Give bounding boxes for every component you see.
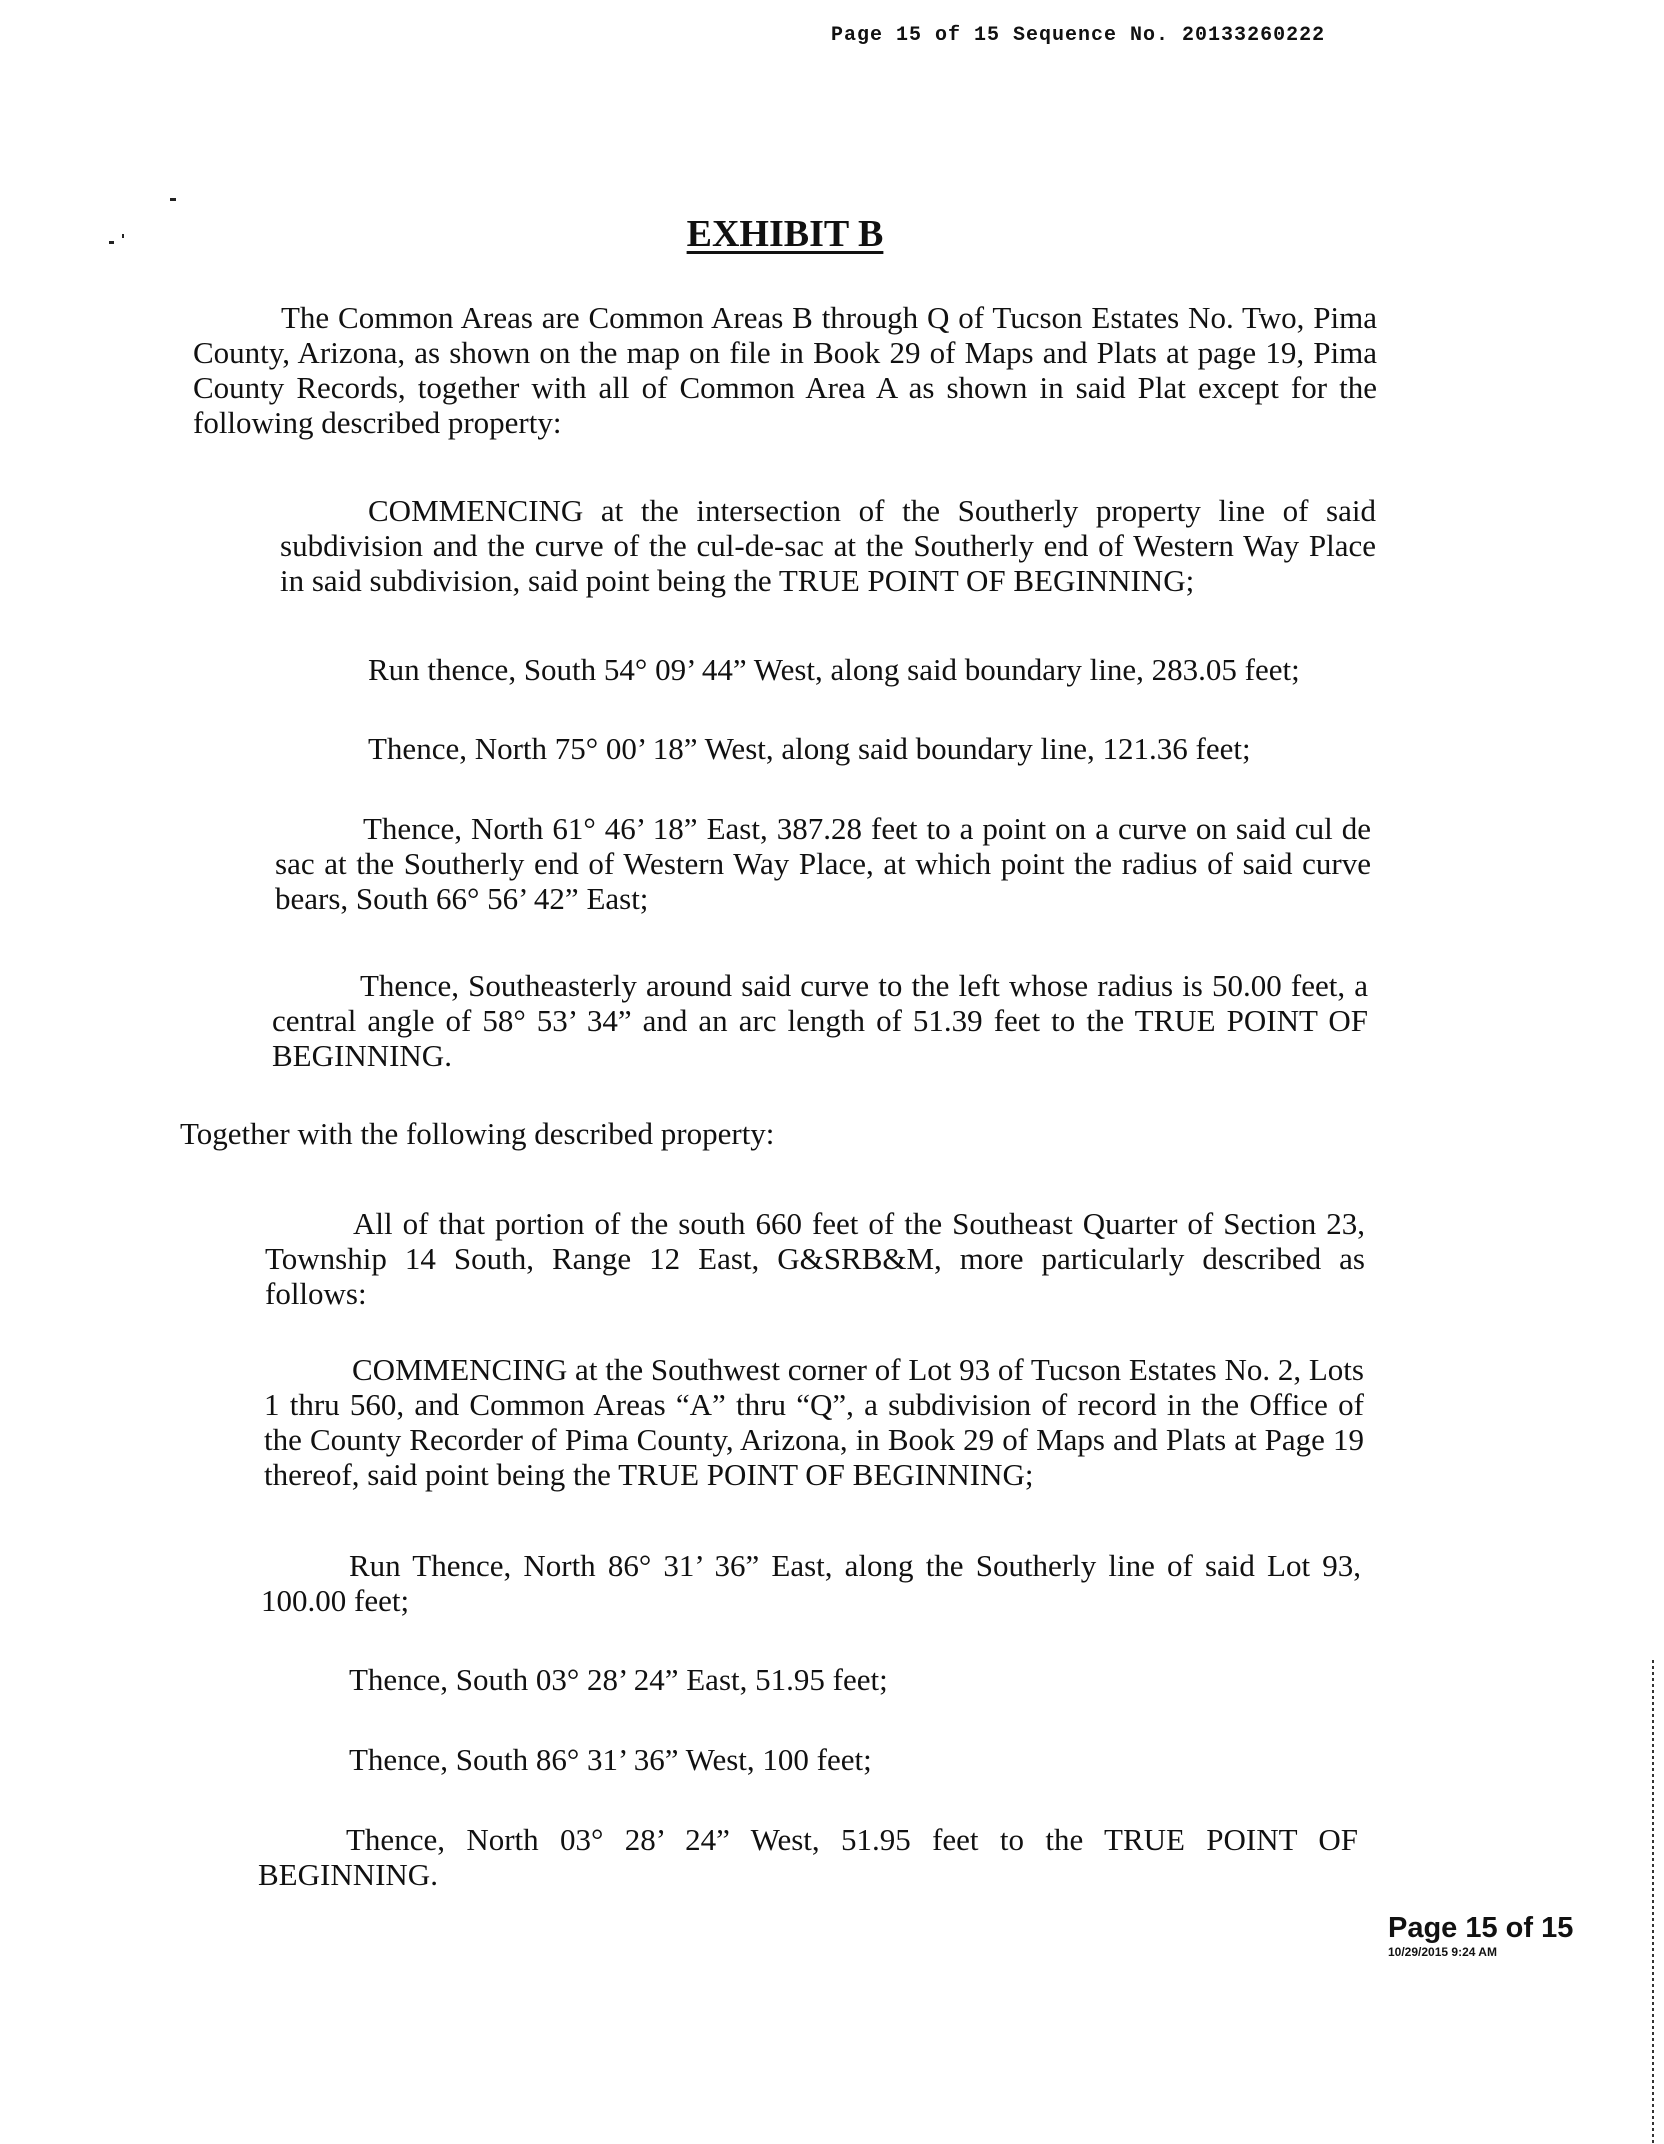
page-number-label: Page 15 of 15 <box>1388 1912 1574 1944</box>
commencing-paragraph <box>280 493 1376 598</box>
portion-paragraph <box>265 1206 1365 1311</box>
course-3-paragraph <box>275 811 1371 916</box>
together-paragraph <box>180 1116 1376 1151</box>
course-6-paragraph <box>261 1742 1361 1777</box>
print-timestamp: 10/29/2015 9:24 AM <box>1388 1945 1497 1959</box>
scan-edge-line <box>1652 1660 1654 2144</box>
paragraph-text: COMMENCING at the intersection of the Southerly property line of said subdivision and the curve of the cul-de-sac at the Southerly end of Western Way Place in said subdivision, said point being the TRUE POINT OF BEGINNING; <box>280 493 1376 598</box>
paragraph-text: Thence, North 03° 28’ 24” West, 51.95 feet to the TRUE POINT OF BEGINNING. <box>258 1822 1358 1892</box>
paragraph-text: Together with the following described property: <box>180 1116 775 1151</box>
document-title: EXHIBIT B <box>686 213 884 255</box>
paragraph-text: Run Thence, North 86° 31’ 36” East, along the Southerly line of said Lot 93, 100.00 feet; <box>261 1548 1361 1618</box>
paragraph-text: All of that portion of the south 660 feet of the Southeast Quarter of Section 23, Township 14 South, Range 12 East, G&SRB&M, more particularly described as follows: <box>265 1206 1365 1311</box>
page-footer <box>1388 1911 1573 1959</box>
paragraph-text: Thence, South 86° 31’ 36” West, 100 feet; <box>349 1742 872 1777</box>
course-4-paragraph <box>261 1548 1361 1618</box>
course-7-paragraph <box>258 1822 1358 1892</box>
page-sequence-header: Page 15 of 15 Sequence No. 20133260222 <box>831 24 1326 47</box>
paragraph-text: Run thence, South 54° 09’ 44” West, along said boundary line, 283.05 feet; <box>368 652 1300 687</box>
paragraph-text: Thence, North 75° 00’ 18” West, along said boundary line, 121.36 feet; <box>368 731 1251 766</box>
paragraph-text: Thence, Southeasterly around said curve to the left whose radius is 50.00 feet, a central angle of 58° 53’ 34” and an arc length of 51.39 feet to the TRUE POINT OF BEGINNING. <box>272 968 1368 1073</box>
course-1-paragraph <box>280 652 1376 687</box>
course-5-paragraph <box>261 1662 1361 1697</box>
paragraph-text: Thence, South 03° 28’ 24” East, 51.95 feet; <box>349 1662 888 1697</box>
paragraph-text: The Common Areas are Common Areas B through Q of Tucson Estates No. Two, Pima County, Arizona, as shown on the map on file in Book 29 of Maps and Plats at page 19, Pima County Records, together with all of Common Area A as shown in said Plat except for the following described property: <box>193 300 1377 440</box>
paragraph-text: Thence, North 61° 46’ 18” East, 387.28 feet to a point on a curve on said cul de sac at the Southerly end of Western Way Place, at which point the radius of said curve bears, South 66° 56’ 42” East; <box>275 811 1371 916</box>
second-commencing-paragraph <box>264 1352 1364 1492</box>
curve-paragraph <box>272 968 1368 1073</box>
scan-artifact-mark <box>170 198 176 201</box>
paragraph-text: COMMENCING at the Southwest corner of Lot 93 of Tucson Estates No. 2, Lots 1 thru 560, and Common Areas “A” thru “Q”, a subdivision of record in the Office of the County Recorder of Pima County, Arizona, in Book 29 of Maps and Plats at Page 19 thereof, said point being the TRUE POINT OF BEGINNING; <box>264 1352 1364 1492</box>
intro-paragraph <box>193 300 1377 440</box>
course-2-paragraph <box>280 731 1376 766</box>
